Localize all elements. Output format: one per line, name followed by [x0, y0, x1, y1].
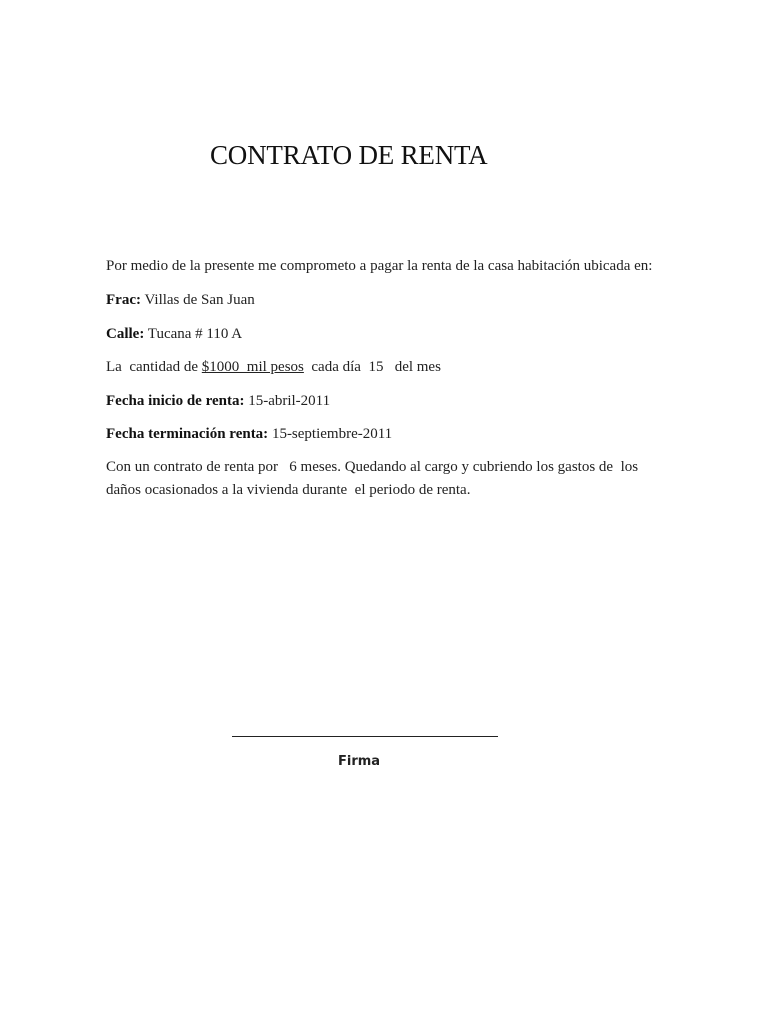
frac-label: Frac:: [106, 292, 141, 308]
amount-suffix: cada día 15 del mes: [303, 359, 441, 375]
calle-line: [106, 326, 242, 343]
frac-value: Villas de San Juan: [140, 292, 255, 308]
intro-line: Por medio de la presente me comprometo a pagar la renta de la casa habitación ubicada en:: [106, 258, 653, 274]
signature-label: Firma: [338, 754, 381, 769]
signature-line: [232, 736, 498, 737]
end-date-label: Fecha terminación renta:: [106, 426, 269, 442]
frac-line: [106, 292, 255, 309]
end-date-line: [106, 426, 392, 443]
start-date-label: Fecha inicio de renta:: [106, 393, 245, 409]
start-date-value: 15-abril-2011: [244, 393, 331, 409]
calle-value: Tucana # 110 A: [144, 326, 243, 342]
amount-value: $1000 mil pesos: [201, 359, 304, 375]
end-date-value: 15-septiembre-2011: [268, 426, 393, 442]
amount-line: [106, 359, 441, 376]
start-date-line: [106, 393, 330, 410]
calle-label: Calle:: [106, 326, 145, 342]
terms-paragraph: Con un contrato de renta por 6 meses. Quedando al cargo y cubriendo los gastos de los daños ocasionados a la vivienda durante el periodo de renta.: [106, 459, 642, 498]
amount-prefix: La cantidad de: [106, 359, 202, 375]
document-title: CONTRATO DE RENTA: [210, 140, 488, 170]
